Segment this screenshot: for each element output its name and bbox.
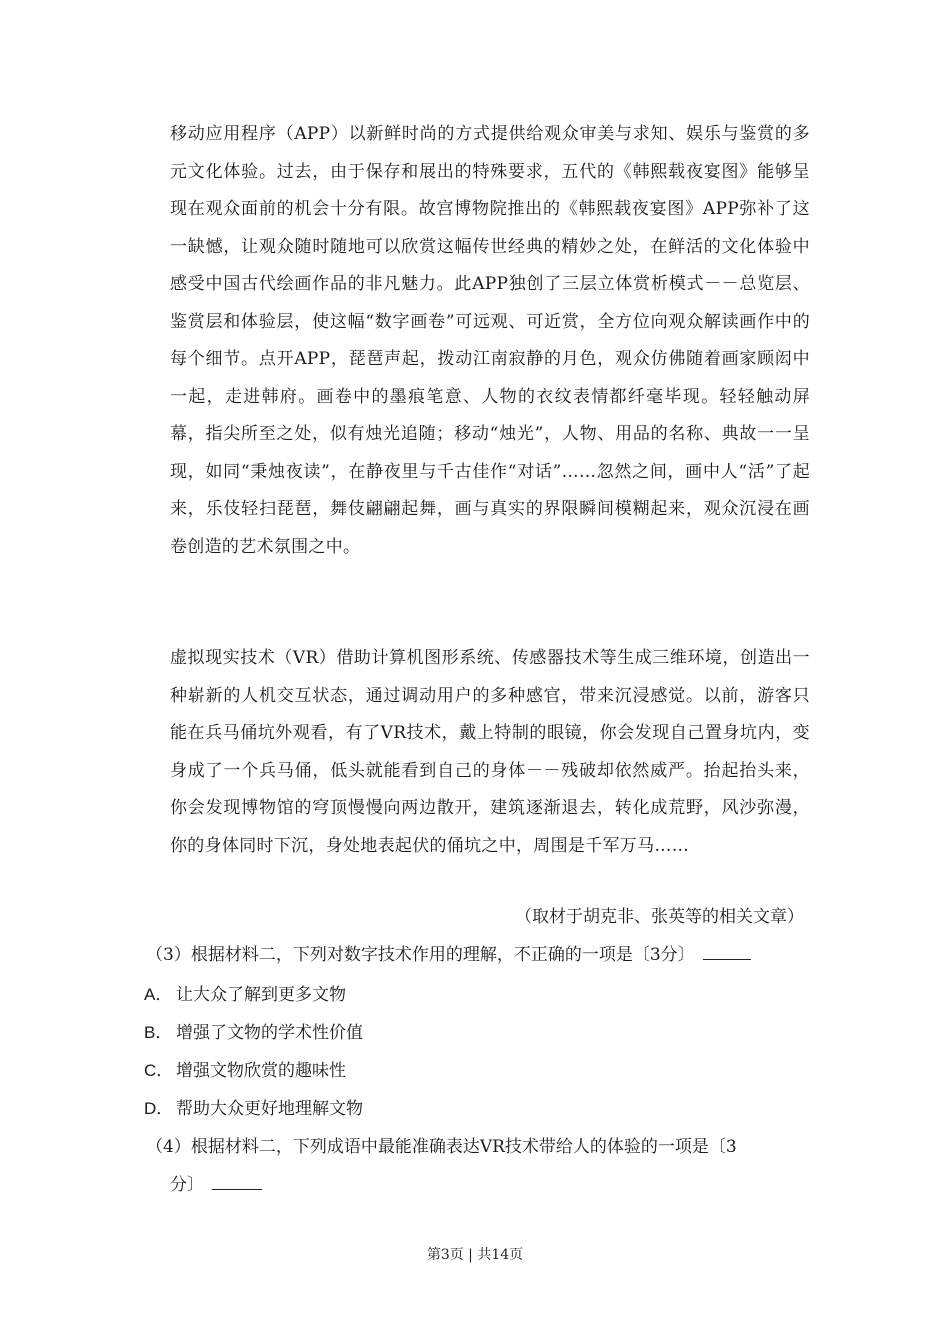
answer-blank-4[interactable]: [212, 1173, 262, 1190]
option-b-text: 增强了文物的学术性价值: [176, 1023, 363, 1043]
option-b[interactable]: [144, 1018, 363, 1043]
question-4: [146, 1128, 810, 1204]
option-d-label: D．: [144, 1099, 174, 1118]
page-footer: 第3页 | 共14页: [426, 1247, 524, 1263]
option-d[interactable]: [144, 1094, 363, 1119]
question-4-stem-line2: 分〕: [170, 1175, 204, 1195]
option-c-label: C．: [144, 1061, 174, 1080]
question-3-stem: （3）根据材料二，下列对数字技术作用的理解，不正确的一项是〔3分〕: [146, 945, 695, 965]
question-4-stem-line1: （4）根据材料二，下列成语中最能准确表达VR技术带给人的体验的一项是〔3: [146, 1137, 737, 1157]
option-c[interactable]: [144, 1056, 346, 1081]
option-d-text: 帮助大众更好地理解文物: [176, 1099, 363, 1119]
source-note: （取材于胡克非、张英等的相关文章）: [515, 907, 804, 927]
answer-blank-3[interactable]: [703, 943, 751, 960]
option-a[interactable]: [144, 980, 346, 1005]
option-c-text: 增强文物欣赏的趣味性: [176, 1061, 346, 1081]
option-a-label: A．: [144, 985, 173, 1004]
option-b-label: B．: [144, 1023, 173, 1042]
option-a-text: 让大众了解到更多文物: [176, 985, 346, 1005]
material-paragraph-app: 移动应用程序（APP）以新鲜时尚的方式提供给观众审美与求知、娱乐与鉴赏的多元文化体验。过去，由于保存和展出的特殊要求，五代的《韩熙载夜宴图》能够呈现在观众面前的机会十分有限。故宫博物院推出的《韩熙载夜宴图》APP弥补了这一缺憾，让观众随时随地可以欣赏这幅传世经典的精妙之处，在鲜活的文化体验中感受中国古代绘画作品的非凡魅力。此APP独创了三层立体赏析模式－－总览层、鉴赏层和体验层，使这幅“数字画卷”可远观、可近赏，全方位向观众解读画作中的每个细节。点开APP，琵琶声起，拨动江南寂静的月色，观众仿佛随着画家顾闳中一起，走进韩府。画卷中的墨痕笔意、人物的衣纹表情都纤毫毕现。轻轻触动屏幕，指尖所至之处，似有烛光追随；移动“烛光”，人物、用品的名称、典故一一呈现，如同“秉烛夜读”，在静夜里与千古佳作“对话”……忽然之间，画中人“活”了起来，乐伎轻扫琵琶，舞伎翩翩起舞，画与真实的界限瞬间模糊起来，观众沉浸在画卷创造的艺术氛围之中。: [170, 124, 810, 557]
question-3: [146, 940, 751, 965]
material-paragraph-vr: 虚拟现实技术（VR）借助计算机图形系统、传感器技术等生成三维环境，创造出一种崭新的人机交互状态，通过调动用户的多种感官，带来沉浸感觉。以前，游客只能在兵马俑坑外观看，有了VR技术，戴上特制的眼镜，你会发现自己置身坑内，变身成了一个兵马俑，低头就能看到自己的身体－－残破却依然威严。抬起抬头来，你会发现博物馆的穹顶慢慢向两边散开，建筑逐渐退去，转化成荒野，风沙弥漫，你的身体同时下沉，身处地表起伏的俑坑之中，周围是千军万马……: [170, 648, 810, 856]
